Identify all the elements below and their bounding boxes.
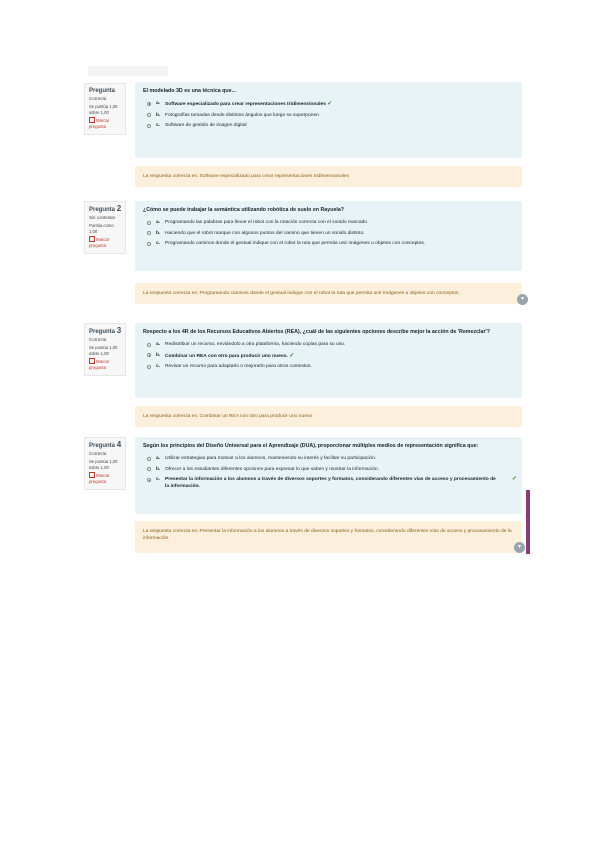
question-state: Correcta (89, 337, 107, 342)
radio-button[interactable] (147, 221, 151, 225)
radio-button[interactable] (147, 231, 151, 235)
answer-option[interactable]: a. Utilizar estrategias para motivar a los alumnos, manteniendo su interés y facilitar su participación. (143, 456, 514, 463)
answer-option[interactable]: a. Programando las palabras para llevar el robot con la rotación correcta con el sonido marcado (143, 220, 514, 227)
feedback-box: La respuesta correcta es: Combinar un REA con otro para producir uno nuevo (135, 406, 522, 427)
answer-option[interactable]: b. Ofrecer a los estudiantes diferentes opciones para expresar lo que saben y mostrar la información. (143, 467, 514, 474)
question-number: Pregunta 2 (89, 204, 122, 213)
feedback-box: La respuesta correcta es: Presentar la información a los alumnos a través de diversos soportes y formatos, considerando diferentes vías de acceso y procesamiento de la información. (135, 521, 522, 553)
radio-button[interactable] (147, 102, 151, 106)
question-box-4 (135, 437, 522, 514)
question-grade: Se puntúa 1,00 sobre 1,00 (89, 459, 118, 470)
question-number: Pregunta 3 (89, 326, 122, 335)
answer-option[interactable]: a. Software especializado para crear representaciones tridimensionales ✓ (143, 101, 514, 109)
flag-question-link[interactable]: Marcar pregunta (89, 118, 110, 129)
question-grade: Se puntúa 1,00 sobre 1,00 (89, 345, 118, 356)
drawer-toggle-strip[interactable] (526, 490, 530, 554)
answer-option[interactable]: c. Presentar la información a los alumnos a través de diversos soportes y formatos, considerando diferentes vías de acceso y procesamiento de la información. ✓ (143, 477, 514, 490)
header-tab (88, 66, 168, 76)
flag-icon (89, 472, 95, 478)
question-text: El modelado 3D es una técnica que... (143, 88, 237, 94)
answer-option[interactable]: b. Fotografías tomadas desde distintos ángulos que luego se superponen (143, 113, 514, 120)
flag-question-link[interactable]: Marcar pregunta (89, 359, 110, 370)
radio-button[interactable] (147, 457, 151, 461)
question-state: Correcta (89, 96, 107, 101)
flag-question-link[interactable]: Marcar pregunta (89, 237, 110, 248)
flag-icon (89, 358, 95, 364)
radio-button[interactable] (147, 124, 151, 128)
question-number: Pregunta (89, 88, 116, 94)
radio-button[interactable] (147, 467, 151, 471)
answer-option[interactable]: c. Programando caminos donde el gestual indique con el robot la ruta que permita unir imágenes u objetos con conceptos. (143, 241, 514, 248)
question-info-4 (84, 437, 126, 490)
question-text: Según los principios del Diseño Universal para el Aprendizaje (DUA), proporcionar múltiples medios de representación significa que: (143, 443, 479, 449)
answer-option[interactable]: c. Revisar un recurso para adaptarlo o mejorarlo para otros contextos. (143, 364, 514, 371)
feedback-box: La respuesta correcta es: Programando caminos donde el gestual indique con el robot la ruta que permita unir imágenes u objetos con conceptos. (135, 283, 522, 304)
scroll-down-icon[interactable]: ▾ (514, 542, 525, 553)
question-box-3 (135, 323, 522, 398)
radio-button[interactable] (147, 478, 151, 482)
radio-button[interactable] (147, 343, 151, 347)
flag-icon (89, 236, 95, 242)
question-state: Correcta (89, 451, 107, 456)
question-info-3 (84, 323, 126, 376)
question-box-2 (135, 201, 522, 271)
question-info-2 (84, 201, 126, 254)
feedback-box: La respuesta correcta es: Software especializado para crear representaciones tridimensionales (135, 166, 522, 187)
question-number: Pregunta 4 (89, 440, 122, 449)
check-icon: ✓ (511, 476, 517, 483)
flag-question-link[interactable]: Marcar pregunta (89, 473, 110, 484)
radio-button[interactable] (147, 242, 151, 246)
answer-option[interactable]: b. Haciendo que el robot marque con algunos puntos del camino que tienen un sonido distinto. (143, 231, 514, 238)
flag-icon (89, 117, 95, 123)
scroll-down-icon[interactable]: ▾ (517, 294, 528, 305)
question-box-1 (135, 82, 522, 158)
question-state: Sin contestar (89, 215, 116, 220)
check-icon: ✓ (289, 352, 295, 359)
check-icon: ✓ (327, 101, 333, 107)
answer-option[interactable]: b. Combinar un REA con otro para producir uno nuevo. ✓ (143, 353, 514, 361)
answer-option[interactable]: c. Software de gestión de imagen digital (143, 123, 514, 130)
radio-button[interactable] (147, 113, 151, 117)
radio-button[interactable] (147, 365, 151, 369)
question-text: Respecto a los 4R de los Recursos Educativos Abiertos (REA), ¿cuál de las siguientes opciones describe mejor la acción de 'Remezclar'? (143, 329, 491, 335)
question-info-1 (84, 83, 126, 135)
question-grade: Puntúa como 1,00 (89, 223, 114, 234)
question-text: ¿Cómo se puede trabajar la semántica utilizando robótica de suelo en Rayuela? (143, 207, 345, 213)
answer-option[interactable]: a. Redistribuir un recurso, enviándolo a otra plataforma, haciendo copias para su uso. (143, 342, 514, 349)
radio-button[interactable] (147, 353, 151, 357)
question-grade: Se puntúa 1,00 sobre 1,00 (89, 104, 118, 115)
